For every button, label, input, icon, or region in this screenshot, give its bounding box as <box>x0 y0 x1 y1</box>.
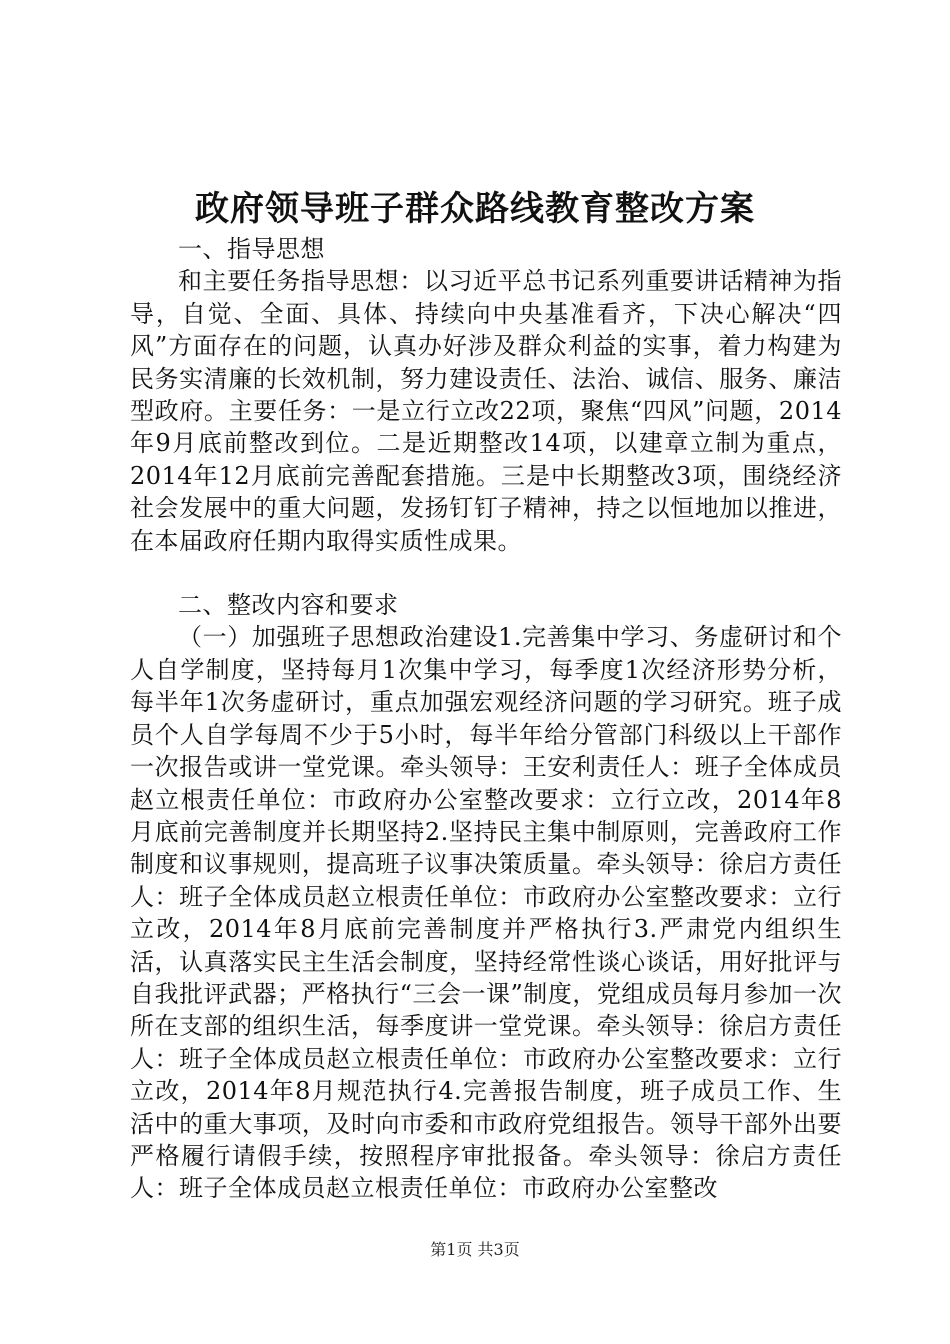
document-body <box>130 233 842 1205</box>
section-heading-rectification-content: 二、整改内容和要求 <box>178 591 399 620</box>
paragraph-guiding-ideology: 和主要任务指导思想：以习近平总书记系列重要讲话精神为指导，自觉、全面、具体、持续向中央基准看齐，下决心解决“四风”方面存在的问题，认真办好涉及群众利益的实事，着力构建为民务实清廉的长效机制，努力建设责任、法治、诚信、服务、廉洁型政府。主要任务：一是立行立改22项，聚焦“四风”问题，2014年9月底前整改到位。二是近期整改14项，以建章立制为重点，2014年12月底前完善配套措施。三是中长期整改3项，围绕经济社会发展中的重大问题，发扬钉钉子精神，持之以恒地加以推进，在本届政府任期内取得实质性成果。 <box>130 267 842 555</box>
paragraph-rectification-content: （一）加强班子思想政治建设1.完善集中学习、务虚研讨和个人自学制度，坚持每月1次集中学习，每季度1次经济形势分析，每半年1次务虚研讨，重点加强宏观经济问题的学习研究。班子成员个人自学每周不少于5小时，每半年给分管部门科级以上干部作一次报告或讲一堂党课。牵头领导：王安利责任人：班子全体成员赵立根责任单位：市政府办公室整改要求：立行立改，2014年8月底前完善制度并长期坚持2.坚持民主集中制原则，完善政府工作制度和议事规则，提高班子议事决策质量。牵头领导：徐启方责任人：班子全体成员赵立根责任单位：市政府办公室整改要求：立行立改，2014年8月底前完善制度并严格执行3.严肃党内组织生活，认真落实民主生活会制度，坚持经常性谈心谈话，用好批评与自我批评武器；严格执行“三会一课”制度，党组成员每月参加一次所在支部的组织生活，每季度讲一堂党课。牵头领导：徐启方责任人：班子全体成员赵立根责任单位：市政府办公室整改要求：立行立改，2014年8月规范执行4.完善报告制度，班子成员工作、生活中的重大事项，及时向市委和市政府党组报告。领导干部外出要严格履行请假手续，按照程序审批报备。牵头领导：徐启方责任人：班子全体成员赵立根责任单位：市政府办公室整改 <box>130 623 842 1203</box>
section-heading-guiding-ideology: 一、指导思想 <box>178 235 325 263</box>
page-number-footer: 第1页 共3页 <box>430 1240 520 1259</box>
paragraph-spacer <box>130 557 842 589</box>
document-title: 政府领导班子群众路线教育整改方案 <box>195 189 755 229</box>
